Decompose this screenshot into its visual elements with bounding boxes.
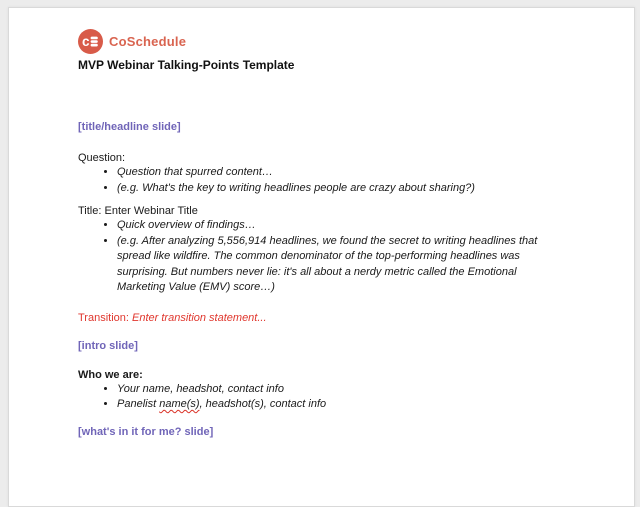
list-item: • Quick overview of findings… bbox=[117, 218, 564, 234]
list-item: • (e.g. After analyzing 5,556,914 headlines, we found the secret to writing headlines that spread like wildfire. The common denominator of the top-performing headlines was surprising. But numbers never lie: it's all about a nerdy metric called the Emotional Marketing Value (EMV) score…) bbox=[117, 234, 564, 296]
transition-label: Transition: bbox=[78, 311, 133, 324]
panelist-text-suffix: , headshot(s), contact info bbox=[199, 398, 327, 410]
overview-bullet-list bbox=[78, 218, 564, 296]
question-bullet-list bbox=[78, 165, 564, 196]
who-we-are-label: Who we are: bbox=[78, 368, 143, 381]
who-bullet-list bbox=[78, 382, 564, 413]
slide-header-title-headline: [title/headline slide] bbox=[78, 121, 181, 133]
brand-wordmark: CoSchedule bbox=[109, 34, 187, 49]
document-content bbox=[9, 8, 634, 439]
list-item bbox=[117, 397, 564, 413]
transition-line bbox=[78, 312, 579, 325]
coschedule-logo-icon bbox=[78, 29, 103, 54]
brand-header bbox=[78, 29, 579, 54]
list-item: • (e.g. What's the key to writing headlines people are crazy about sharing?) bbox=[117, 181, 564, 197]
list-item: • Your name, headshot, contact info bbox=[117, 382, 564, 398]
slide-header-intro: [intro slide] bbox=[78, 339, 138, 352]
transition-statement: Enter transition statement... bbox=[132, 311, 267, 324]
svg-text:c: c bbox=[82, 34, 90, 50]
document-page bbox=[8, 7, 635, 507]
document-title: MVP Webinar Talking-Points Template bbox=[78, 58, 295, 72]
webinar-title-line: Title: Enter Webinar Title bbox=[78, 205, 198, 217]
spellcheck-underlined-word: name(s) bbox=[159, 398, 200, 410]
slide-header-whats-in-it-for-me: [what's in it for me? slide] bbox=[78, 425, 214, 438]
question-label: Question: bbox=[78, 152, 126, 164]
list-item: • Question that spurred content… bbox=[117, 165, 564, 181]
panelist-text-prefix: Panelist bbox=[117, 398, 160, 410]
